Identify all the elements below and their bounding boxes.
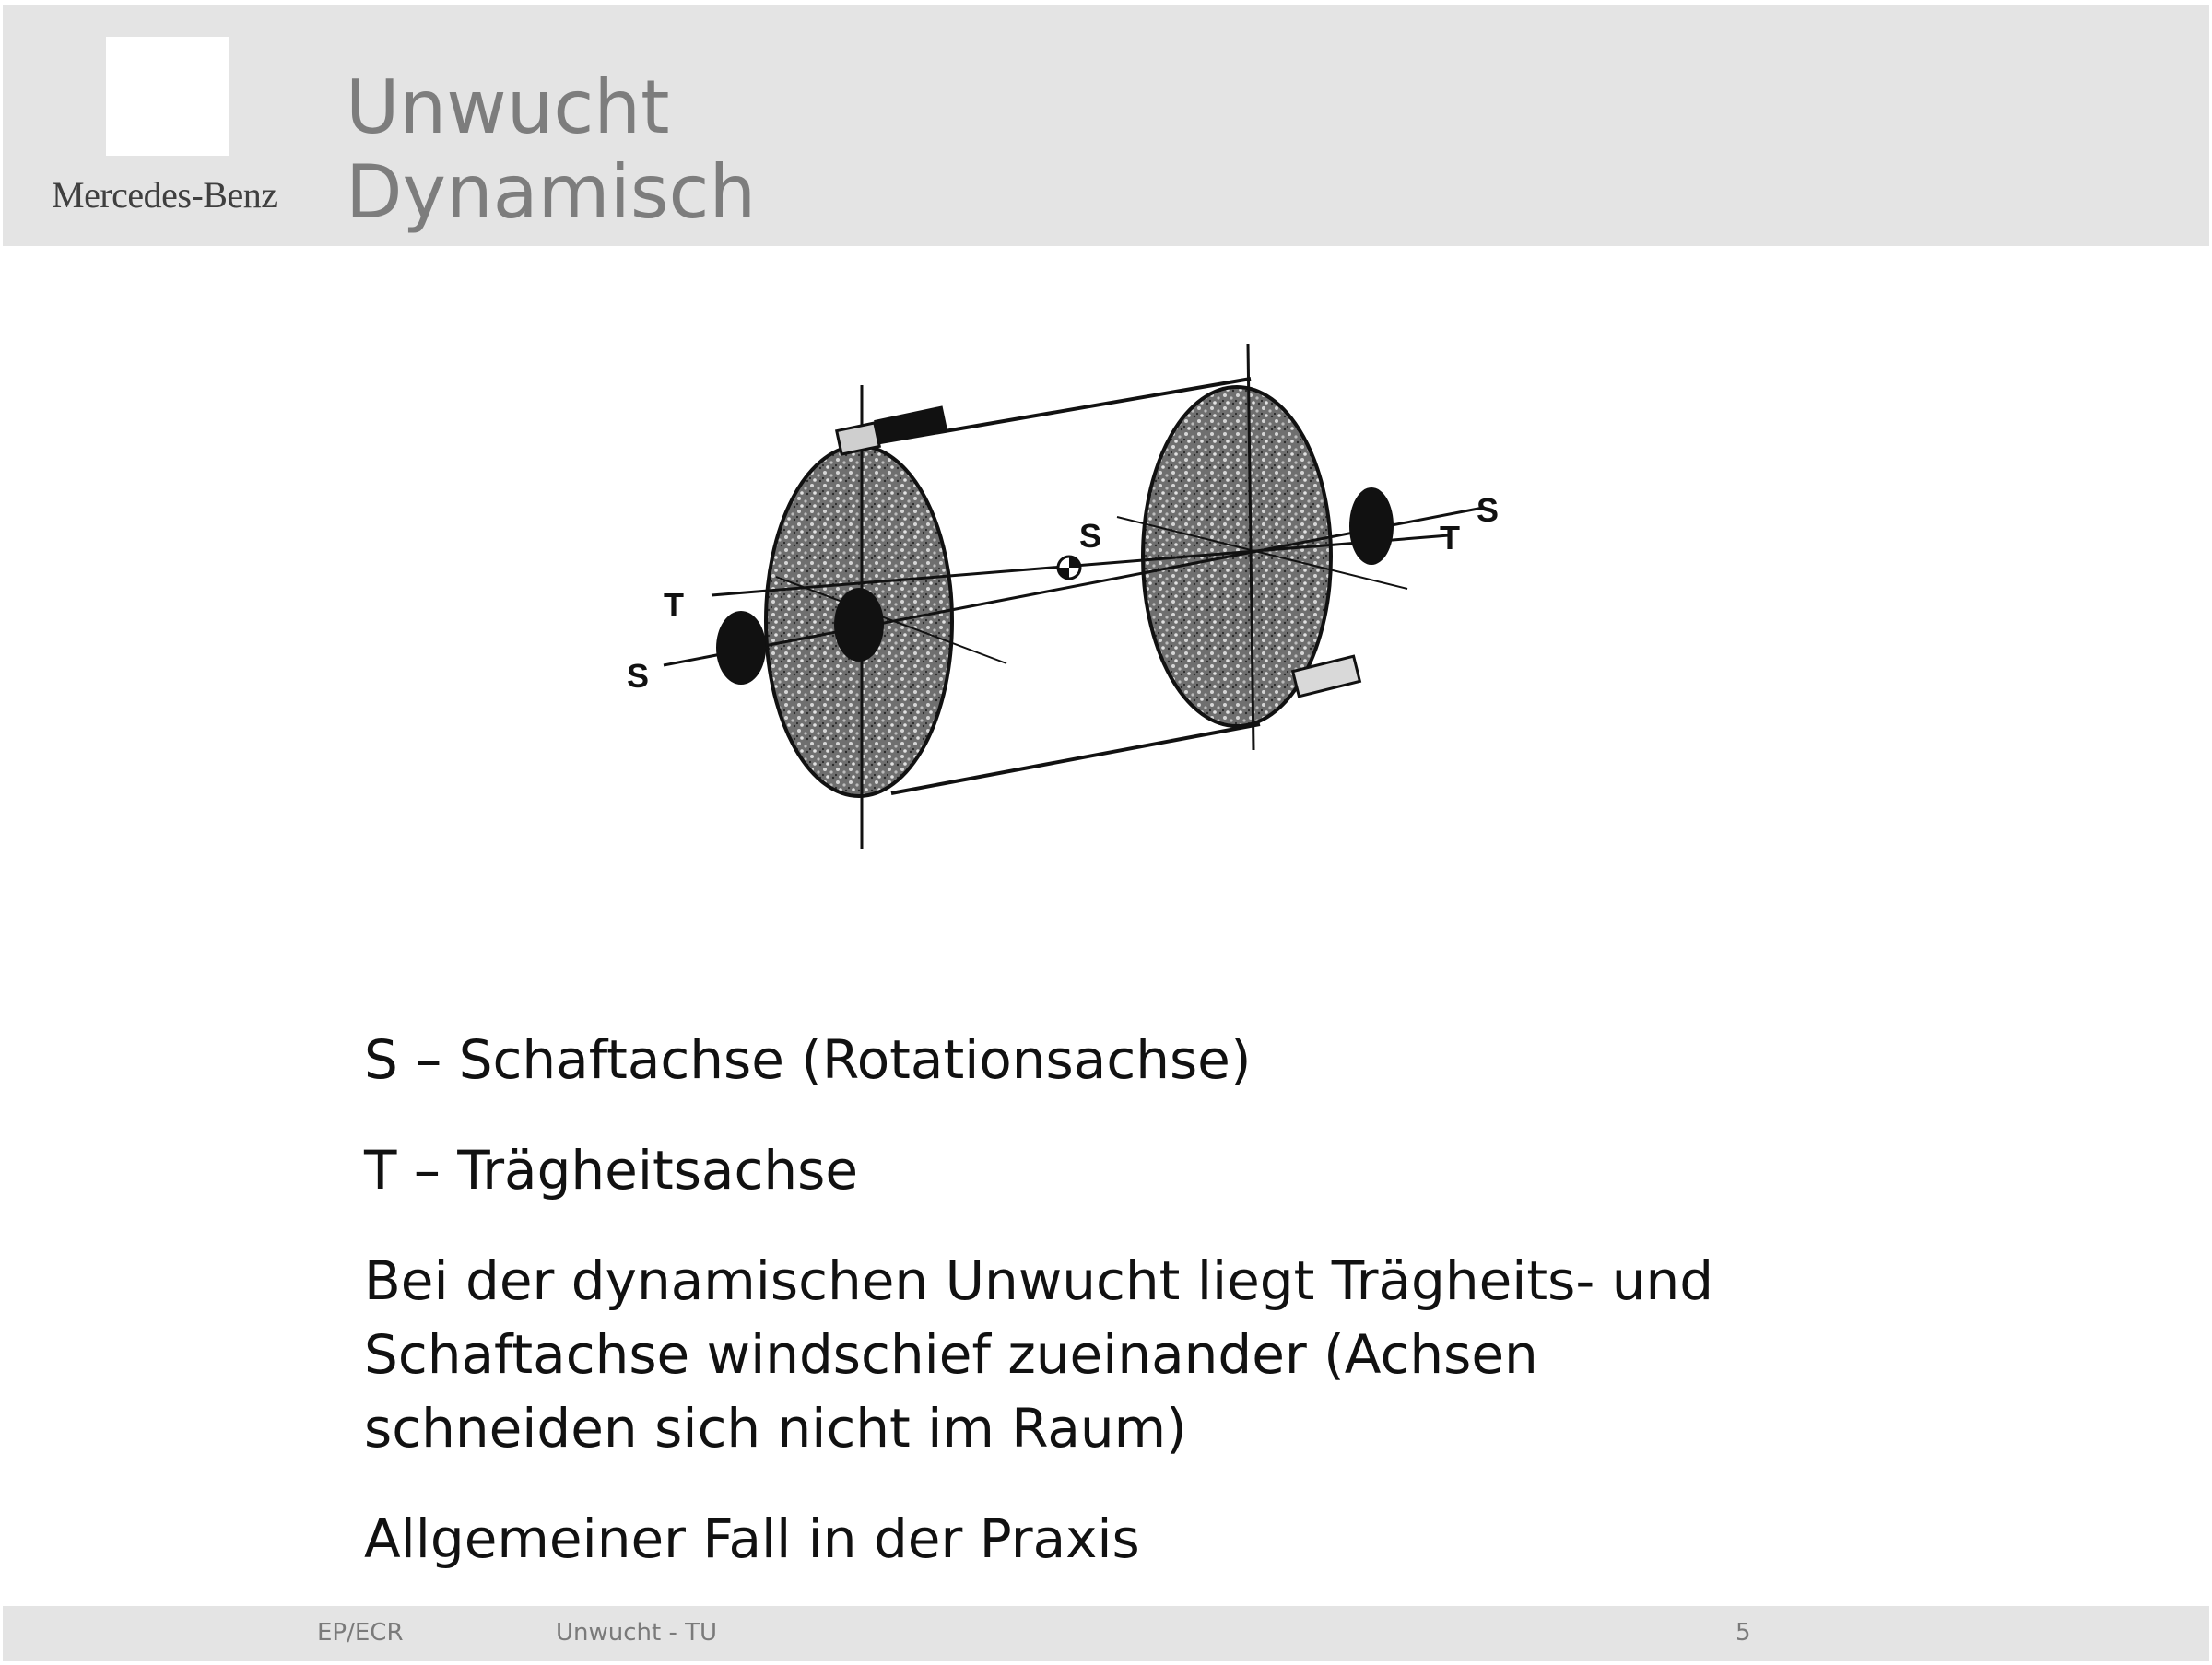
brand-logo-text: Mercedes-Benz	[52, 174, 277, 216]
footer-document-title: Unwucht - TU	[556, 1619, 718, 1647]
footer-page-number: 5	[1735, 1619, 1751, 1647]
definition-inertia-axis: T – Trägheitsachse	[364, 1139, 859, 1202]
center-of-mass-marker	[1058, 557, 1080, 579]
top-balance-weight	[837, 405, 947, 454]
footer-department: EP/ECR	[317, 1619, 404, 1647]
title-line-2: Dynamisch	[346, 149, 757, 235]
title-line-1: Unwucht	[346, 64, 670, 150]
label-t-right: T	[1440, 519, 1460, 557]
label-t-left: T	[664, 586, 684, 624]
label-s-right: S	[1477, 491, 1500, 529]
slide-header	[3, 5, 2209, 246]
logo-image-placeholder	[106, 37, 229, 156]
general-case-note: Allgemeiner Fall in der Praxis	[364, 1507, 1140, 1570]
right-outer-mass	[1349, 487, 1394, 565]
rotor-unbalance-diagram	[564, 328, 1526, 861]
definition-shaft-axis: S – Schaftachse (Rotationsachse)	[364, 1028, 1252, 1091]
slide-footer	[3, 1606, 2209, 1661]
label-s-left: S	[627, 657, 650, 695]
label-s-center: S	[1079, 517, 1102, 555]
body-text	[364, 1023, 1802, 1612]
left-inner-mass	[834, 588, 884, 662]
explanation-paragraph: Bei der dynamischen Unwucht liegt Trägheits- und Schaftachse windschief zueinander (Achsen schneiden sich nicht im Raum)	[364, 1249, 1714, 1460]
slide-title	[346, 65, 756, 235]
left-outer-mass	[716, 611, 766, 685]
